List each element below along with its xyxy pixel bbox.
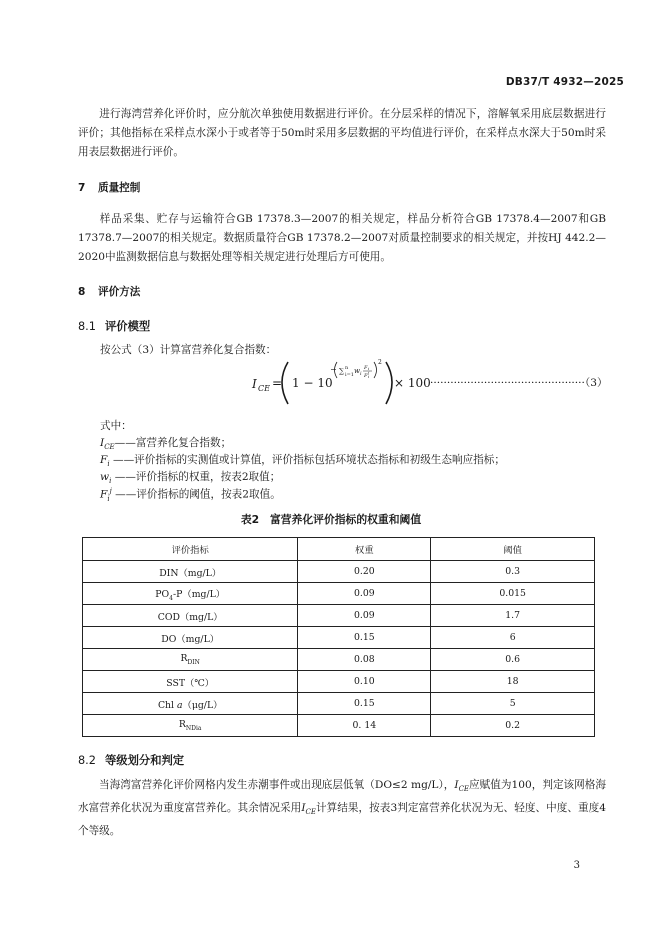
- svg-text:=: =: [272, 376, 283, 390]
- table-row: [83, 671, 595, 693]
- definition-wi-desc: ——评价指标的权重，按表2取值；: [111, 471, 281, 483]
- table-row: [83, 649, 595, 671]
- table-cell-weight: 0.10: [298, 671, 431, 693]
- table-cell-threshold: 1.7: [431, 605, 595, 627]
- formula-intro: 按公式（3）计算富营养化复合指数：: [100, 344, 277, 356]
- standard-code: DB37/T 4932—2025: [505, 76, 624, 88]
- section-8-title: 评价方法: [98, 286, 141, 298]
- svg-text:× 100: × 100: [394, 376, 431, 390]
- table-row: [83, 693, 595, 715]
- section-8-number: 8: [78, 286, 86, 298]
- section-8-2-text-a: 当海湾富营养化评价网格内发生赤潮事件或出现底层低氧（DO≤2 mg/L），: [99, 779, 455, 791]
- svg-text:i: i: [360, 371, 362, 377]
- table-cell-indicator: $R_{DIN}$: [83, 649, 298, 671]
- table-cell-threshold: 18: [431, 671, 595, 693]
- definition-fij-symbol: F: [100, 488, 108, 501]
- svg-text:i=1: i=1: [345, 372, 354, 378]
- table-cell-weight: 0.15: [298, 627, 431, 649]
- svg-text:i: i: [368, 366, 370, 371]
- svg-text:F: F: [364, 365, 368, 371]
- table-header-weight: 权重: [298, 538, 431, 561]
- definition-ice-symbol: I: [100, 437, 105, 449]
- table-cell-threshold: 6: [431, 627, 595, 649]
- svg-text:w: w: [354, 367, 360, 375]
- definition-wi: [100, 469, 280, 486]
- table-cell-threshold: 0.6: [431, 649, 595, 671]
- definition-fij-sup: j: [109, 487, 112, 495]
- table-cell-indicator: SST（℃）: [83, 671, 298, 693]
- svg-text:n: n: [345, 365, 349, 371]
- table-row: [83, 561, 595, 583]
- table-cell-indicator: $R_{NDia}$: [83, 715, 298, 737]
- section-8-2-sym-2: I: [301, 802, 306, 815]
- section-7-number: 7: [78, 182, 86, 194]
- section-7-heading: [78, 180, 140, 195]
- table-cell-weight: 0. 14: [298, 715, 431, 737]
- svg-text:∑: ∑: [339, 367, 344, 375]
- table-2: [82, 537, 595, 737]
- table-cell-indicator: DIN（mg/L）: [83, 561, 298, 583]
- section-8-2-title: 等级划分和判定: [105, 754, 185, 767]
- table-cell-weight: 0.15: [298, 693, 431, 715]
- table-cell-weight: 0.09: [298, 583, 431, 605]
- section-8-2-paragraph: [78, 776, 606, 841]
- svg-text:−: −: [330, 365, 337, 374]
- section-8-1-number: 8.1: [78, 320, 96, 333]
- formula-leader-dots: ··············································: [430, 377, 585, 389]
- definition-fij-sub: i: [107, 494, 110, 503]
- definition-fi: [100, 452, 505, 469]
- page-number: 3: [573, 860, 580, 871]
- table-row: [83, 715, 595, 737]
- section-8-2-sym-1: I: [454, 779, 459, 791]
- section-7-title: 质量控制: [98, 182, 141, 194]
- definition-ice-desc: ——富营养化复合指数；: [114, 437, 232, 449]
- svg-text:1 − 10: 1 − 10: [292, 376, 333, 390]
- section-8-2-text-b: 应赋值为100，判定该网格海水富营养化状况为重度富营养化。其余情况采用: [78, 779, 606, 815]
- svg-text:j: j: [368, 370, 370, 375]
- svg-text:I: I: [252, 377, 257, 391]
- table-cell-weight: 0.09: [298, 605, 431, 627]
- formula-number-line: [430, 375, 608, 390]
- section-7-text: 样品采集、贮存与运输符合GB 17378.3—2007的相关规定，样品分析符合GB 17378.4—2007和GB 17378.7—2007的相关规定。数据质量符合GB 17378.2—2007对质量控制要求的相关规定，并按HJ 442.2—2020中监测数据信息与数据处理等相关规定进行处理后方可使用。: [78, 213, 606, 263]
- definition-fi-sub: i: [107, 460, 110, 469]
- where-label: 式中：: [100, 420, 132, 432]
- svg-text:i: i: [368, 374, 370, 379]
- table-row: [83, 583, 595, 605]
- table-cell-weight: 0.08: [298, 649, 431, 671]
- section-8-heading: [78, 284, 140, 299]
- table-cell-indicator: Chl a（μg/L）: [83, 693, 298, 715]
- definition-fij-desc: ——评价指标的阈值，按表2取值。: [111, 488, 281, 501]
- formula-number: （3）: [584, 377, 608, 389]
- intro-paragraph: [78, 105, 606, 162]
- section-8-2-heading: [78, 752, 184, 768]
- table-row: [83, 627, 595, 649]
- table-cell-threshold: 0.3: [431, 561, 595, 583]
- intro-text: 进行海湾营养化评价时，应分航次单独使用数据进行评价。在分层采样的情况下，溶解氧采用底层数据进行评价；其他指标在采样点水深小于或者等于50m时采用多层数据的平均值进行评价，在采样点水深大于50m时采用表层数据进行评价。: [78, 108, 606, 158]
- svg-text:F: F: [364, 373, 368, 379]
- svg-text:2: 2: [378, 359, 382, 366]
- definition-fi-desc: ——评价指标的实测值或计算值，评价指标包括环境状态指标和初级生态响应指标；: [109, 454, 505, 466]
- section-8-2-text-c: 计算结果，按表3判定富营养化状况为无、轻度、中度、重度4个等级。: [78, 802, 607, 838]
- definition-ice-sub: CE: [104, 443, 115, 452]
- definition-fi-symbol: F: [100, 454, 108, 466]
- table-2-body: [83, 561, 595, 737]
- svg-text:CE: CE: [258, 384, 270, 393]
- table-cell-threshold: 0.2: [431, 715, 595, 737]
- section-8-2-sub-2: CE: [305, 808, 316, 817]
- table-header-row: [83, 538, 595, 561]
- table-cell-indicator: COD（mg/L）: [83, 605, 298, 627]
- definition-wi-symbol: w: [100, 471, 110, 483]
- section-8-2-number: 8.2: [78, 754, 96, 767]
- definition-wi-sub: i: [109, 477, 112, 486]
- section-7-paragraph: [78, 210, 606, 267]
- table-cell-indicator: $PO_4-P(mg/L)$: [83, 583, 298, 605]
- definition-fij: [100, 486, 281, 504]
- table-cell-threshold: 0.015: [431, 583, 595, 605]
- table-header-threshold: 阈值: [431, 538, 595, 561]
- table-cell-indicator: DO（mg/L）: [83, 627, 298, 649]
- table-2-title: 表2 富营养化评价指标的权重和阈值: [240, 513, 422, 526]
- section-8-2-sub-1: CE: [458, 785, 470, 794]
- section-8-1-heading: [78, 318, 150, 334]
- section-8-1-title: 评价模型: [105, 320, 151, 333]
- table-row: [83, 605, 595, 627]
- definition-ice: [100, 435, 231, 452]
- table-cell-weight: 0.20: [298, 561, 431, 583]
- table-cell-threshold: 5: [431, 693, 595, 715]
- table-header-indicator: 评价指标: [83, 538, 298, 561]
